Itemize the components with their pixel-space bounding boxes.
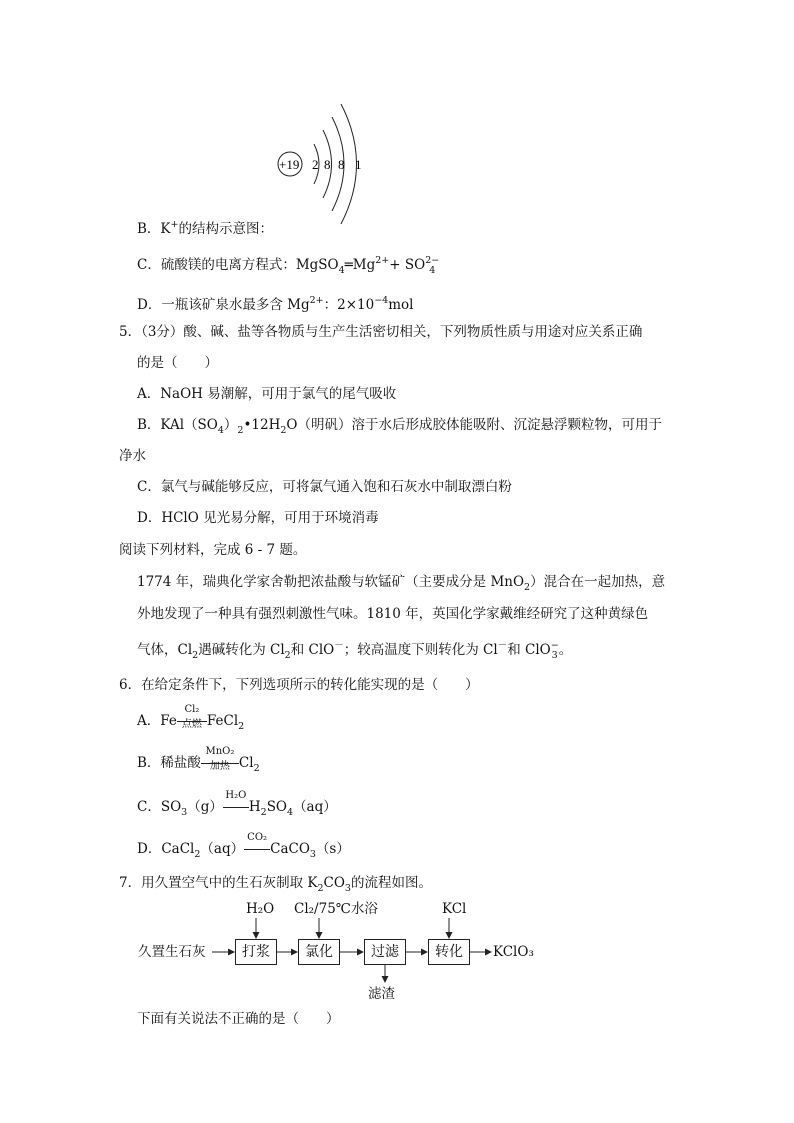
q6-option-d: D．CaCl$_2$（aq） CO₂ CaCO$_3$（s） bbox=[137, 832, 350, 860]
q5-option-a: A．NaOH 易潮解，可用于氯气的尾气吸收 bbox=[137, 386, 397, 402]
q5-option-b-line2: 净水 bbox=[119, 448, 146, 464]
q5-option-c: C．氯气与碱能够反应，可将氯气通入饱和石灰水中制取漂白粉 bbox=[137, 479, 512, 495]
flow-residue-label: 滤渣 bbox=[368, 986, 395, 1002]
q6-stem: 6．在给定条件下，下列选项所示的转化能实现的是（ ） bbox=[119, 677, 479, 693]
reaction-arrow: H₂O bbox=[223, 798, 249, 816]
flow-input-kcl: KCl bbox=[442, 901, 467, 917]
flow-input-chlorine: Cl₂/75℃水浴 bbox=[294, 901, 378, 917]
shell-count-1: 2 bbox=[312, 157, 319, 172]
flow-end-product: KClO₃ bbox=[493, 944, 534, 960]
flow-step-filtration: 过滤 bbox=[364, 939, 406, 965]
flow-start-label: 久置生石灰 bbox=[138, 944, 206, 960]
reaction-arrow: Cl₂ 点燃 bbox=[177, 712, 207, 730]
reading-paragraph-line3: 气体，$Cl_2$遇碱转化为 $Cl_2$和 ClO－；较高温度下则转化为 Cl－和 ClO− 3。 bbox=[137, 639, 573, 661]
q4-option-b: B．K+的结构示意图： bbox=[137, 219, 273, 237]
shell-count-4: 1 bbox=[355, 157, 362, 172]
q6-option-a: A．Fe Cl₂ 点燃 FeCl$_2$ bbox=[137, 704, 245, 732]
q5-option-d: D．HClO 见光易分解，可用于环境消毒 bbox=[137, 510, 379, 526]
q4-option-c: C．硫酸镁的电离方程式：$MgSO_4═Mg^{2+}+ SO2-$ 4 bbox=[137, 254, 440, 276]
atom-structure-diagram bbox=[270, 100, 390, 260]
flow-step-conversion: 转化 bbox=[428, 939, 470, 965]
q5-stem-line1: 5．（3分）酸、碱、盐等各物质与生产生活密切相关，下列物质性质与用途对应关系正确 bbox=[119, 324, 643, 340]
flow-input-water: H₂O bbox=[246, 901, 275, 917]
q7-question: 下面有关说法不正确的是（ ） bbox=[137, 1011, 340, 1027]
shell-count-2: 8 bbox=[324, 157, 331, 172]
q7-stem: 7．用久置空气中的生石灰制取 $K_2CO_3$的流程如图。 bbox=[119, 875, 432, 894]
reaction-arrow: MnO₂ 加热 bbox=[201, 754, 239, 772]
q6-option-c: C．$SO_3(g)$ H₂O $H_2SO_4(aq)$ bbox=[137, 790, 337, 818]
reading-paragraph-line1: 1774 年，瑞典化学家舍勒把浓盐酸与软锰矿（主要成分是 MnO$_2$）混合在一起加热，意 bbox=[137, 574, 666, 593]
q5-option-b-line1: B．$KAl(SO_4)_2•12H_2O$（明矾）溶于水后形成胶体能吸附、沉淀悬浮颗粒物，可用于 bbox=[137, 417, 662, 436]
shell-count-3: 8 bbox=[338, 157, 345, 172]
q5-stem-line2: 的是（ ） bbox=[137, 355, 218, 371]
q6-option-b: B．稀盐酸 MnO₂ 加热 $Cl_2$ bbox=[137, 746, 260, 774]
reading-paragraph-line2: 外地发现了一种具有强烈刺激性气味。1810 年，英国化学家戴维经研究了这种黄绿色 bbox=[137, 606, 649, 622]
flow-step-chlorination: 氯化 bbox=[298, 939, 340, 965]
reading-intro: 阅读下列材料，完成 6 - 7 题。 bbox=[119, 542, 307, 558]
nucleus-charge: +19 bbox=[279, 157, 300, 172]
flow-step-slurry: 打浆 bbox=[235, 939, 277, 965]
reaction-arrow: CO₂ bbox=[244, 840, 270, 858]
q4-option-d: D．一瓶该矿泉水最多含 $Mg^{2+}$：$2\times 10^{-4}mol$ bbox=[137, 295, 414, 313]
